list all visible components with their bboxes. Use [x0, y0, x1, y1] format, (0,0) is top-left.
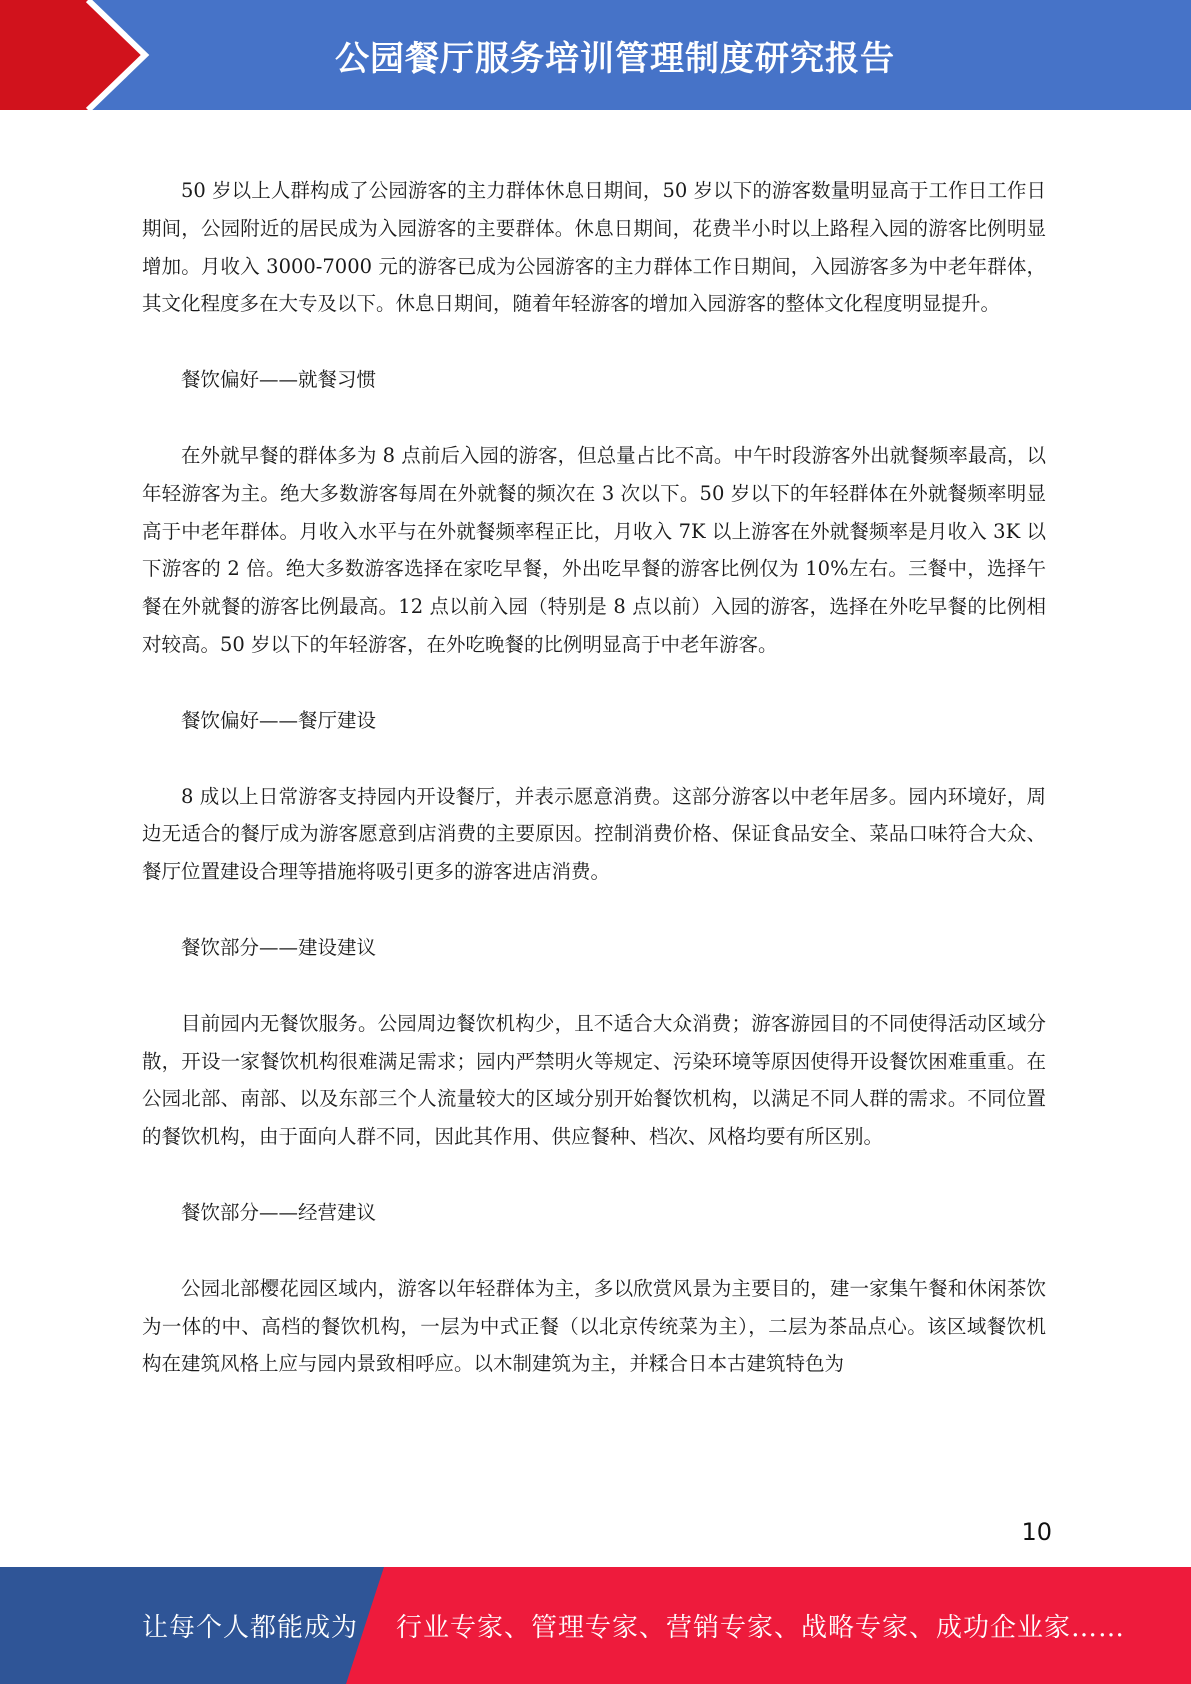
- footer-slogan-right: 行业专家、管理专家、营销专家、战略专家、成功企业家……: [396, 1613, 1126, 1643]
- section-heading-dining-habits: 餐饮偏好——就餐习惯: [181, 368, 377, 392]
- document-title: 公园餐厅服务培训管理制度研究报告: [335, 38, 895, 79]
- spacer: [142, 399, 1046, 437]
- section-heading-operation-advice: 餐饮部分——经营建议: [181, 1200, 377, 1224]
- paragraph-operation-advice: 公园北部樱花园区域内，游客以年轻群体为主，多以欣赏风景为主要目的，建一家集午餐和休闲茶饮为一体的中、高档的餐饮机构，一层为中式正餐（以北京传统菜为主），二层为茶品点心。该区域餐饮机构在建筑风格上应与园内景致相呼应。以木制建筑为主，并糅合日本古建筑特色为: [142, 1276, 1046, 1376]
- paragraph-visitor-demographics: 50 岁以上人群构成了公园游客的主力群体休息日期间，50 岁以下的游客数量明显高于工作日工作日期间，公园附近的居民成为入园游客的主要群体。休息日期间，花费半小时以上路程入园的游客比例明显增加。月收入 3000-7000 元的游客已成为公园游客的主力群体工作日期间，入园游客多为中老年群体，其文化程度多在大专及以下。休息日期间，随着年轻游客的增加入园游客的整体文化程度明显提升。: [142, 179, 1046, 316]
- spacer: [142, 1156, 1046, 1194]
- page-number: 10: [1021, 1518, 1052, 1546]
- section-heading-restaurant-building: 餐饮偏好——餐厅建设: [181, 708, 377, 732]
- page-header: [0, 0, 1191, 110]
- paragraph-dining-habits: 在外就早餐的群体多为 8 点前后入园的游客，但总量占比不高。中午时段游客外出就餐频率最高，以年轻游客为主。绝大多数游客每周在外就餐的频次在 3 次以下。50 岁以下的年轻群体在外就餐频率明显高于中老年群体。月收入水平与在外就餐频率程正比，月收入 7K 以上游客在外就餐频率是月收入 3K 以下游客的 2 倍。绝大多数游客选择在家吃早餐，外出吃早餐的游客比例仅为 10%左右。三餐中，选择午餐在外就餐的游客比例最高。12 点以前入园（特别是 8 点以前）入园的游客，选择在外吃早餐的比例相对较高。50 岁以下的年轻游客，在外吃晚餐的比例明显高于中老年游客。: [142, 443, 1046, 656]
- page-footer: [0, 1567, 1191, 1684]
- spacer: [142, 740, 1046, 778]
- paragraph-construction-advice: 目前园内无餐饮服务。公园周边餐饮机构少，且不适合大众消费；游客游园目的不同使得活动区域分散，开设一家餐饮机构很难满足需求；园内严禁明火等规定、污染环境等原因使得开设餐饮困难重重。在公园北部、南部、以及东部三个人流量较大的区域分别开始餐饮机构，以满足不同人群的需求。不同位置的餐饮机构，由于面向人群不同，因此其作用、供应餐种、档次、风格均要有所区别。: [142, 1011, 1046, 1149]
- footer-slogan-left: 让每个人都能成为: [142, 1613, 359, 1643]
- spacer: [142, 891, 1046, 929]
- section-heading-construction-advice: 餐饮部分——建设建议: [181, 935, 377, 959]
- spacer: [142, 1232, 1046, 1270]
- paragraph-restaurant-building: 8 成以上日常游客支持园内开设餐厅，并表示愿意消费。这部分游客以中老年居多。园内环境好，周边无适合的餐厅成为游客愿意到店消费的主要原因。控制消费价格、保证食品安全、菜品口味符合大众、餐厅位置建设合理等措施将吸引更多的游客进店消费。: [142, 784, 1046, 884]
- report-body: [142, 172, 1046, 1383]
- spacer: [142, 323, 1046, 361]
- spacer: [142, 664, 1046, 702]
- spacer: [142, 967, 1046, 1005]
